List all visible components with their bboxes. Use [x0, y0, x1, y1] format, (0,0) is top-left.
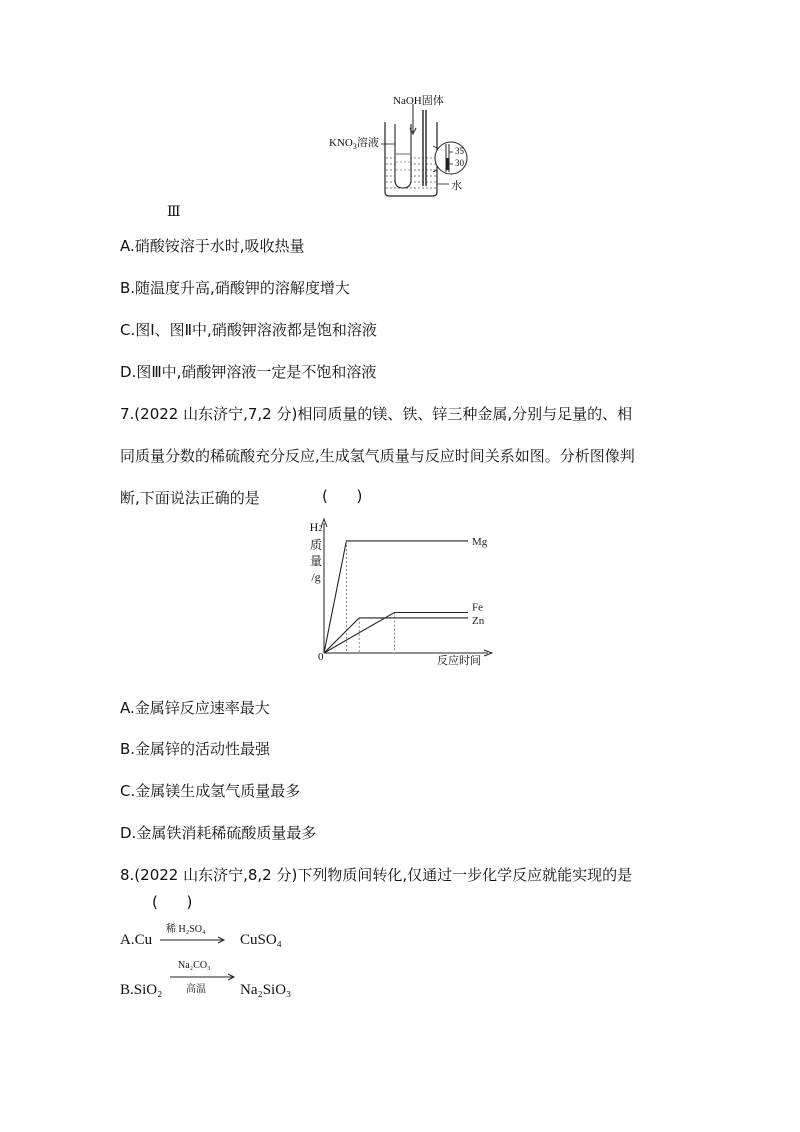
q7-option-a: A.金属锌反应速率最大: [120, 699, 270, 717]
q8-option-a-reactant: A.Cu: [120, 932, 153, 948]
tick-30-label: 30: [455, 158, 464, 168]
water-label: 水: [451, 179, 462, 192]
q6-option-c: C.图Ⅰ、图Ⅱ中,硝酸钾溶液都是饱和溶液: [120, 321, 377, 339]
series-label-mg: Mg: [472, 535, 488, 548]
naoh-label: NaOH固体: [393, 95, 444, 107]
q8-option-b-condition-top: Na₂CO₃: [178, 960, 211, 971]
x-axis-label: 反应时间: [437, 654, 481, 667]
q8-option-b-product: Na₂SiO₃: [240, 982, 292, 998]
kno3-label: $KNO_3$溶液: [329, 137, 379, 151]
q7-stem-line-1: 7.(2022 山东济宁,7,2 分)相同质量的镁、铁、锌三种金属,分别与足量的、相: [120, 405, 633, 423]
q6-option-b: B.随温度升高,硝酸钾的溶解度增大: [120, 279, 350, 297]
q7-stem-line-3: 断,下面说法正确的是: [120, 489, 260, 507]
q8-option-b-reactant: B.SiO₂: [120, 982, 163, 998]
q8-option-b: [120, 960, 420, 1004]
hydrogen-mass-chart: [300, 515, 500, 675]
y-axis-label: H2 质 量 /g: [309, 520, 323, 584]
figure-3: [325, 92, 485, 202]
series-label-zn: Zn: [472, 614, 485, 627]
tick-35-label: 35: [455, 146, 464, 156]
q8-option-a-condition: 稀 H₂SO₄: [166, 924, 206, 935]
q7-stem-line-2: 同质量分数的稀硫酸充分反应,生成氢气质量与反应时间关系如图。分析图像判: [120, 447, 635, 465]
reaction-arrow-icon: [160, 936, 226, 944]
q7-chart: [300, 515, 500, 675]
series-line-fe: [324, 613, 468, 654]
series-line-mg: [324, 541, 468, 653]
origin-label: 0: [318, 651, 324, 663]
q7-option-c: C.金属镁生成氢气质量最多: [120, 782, 301, 800]
q6-option-d: D.图Ⅲ中,硝酸钾溶液一定是不饱和溶液: [120, 363, 377, 381]
q8-option-a-product: CuSO₄: [240, 932, 282, 948]
series-line-zn: [324, 618, 468, 653]
q8-stem: 8.(2022 山东济宁,8,2 分)下列物质间转化,仅通过一步化学反应就能实现的是: [120, 866, 633, 884]
q7-option-d: D.金属铁消耗稀硫酸质量最多: [120, 824, 317, 842]
q7-answer-paren: ( ): [322, 487, 363, 505]
series-label-fe: Fe: [472, 601, 483, 614]
q7-option-b: B.金属锌的活动性最强: [120, 740, 271, 758]
q8-option-a: [120, 920, 420, 954]
figure-3-caption: Ⅲ: [167, 205, 181, 220]
q6-option-a: A.硝酸铵溶于水时,吸收热量: [120, 237, 305, 255]
q8-answer-paren: ( ): [152, 893, 193, 911]
q8-option-b-condition-bottom: 高温: [186, 984, 206, 995]
